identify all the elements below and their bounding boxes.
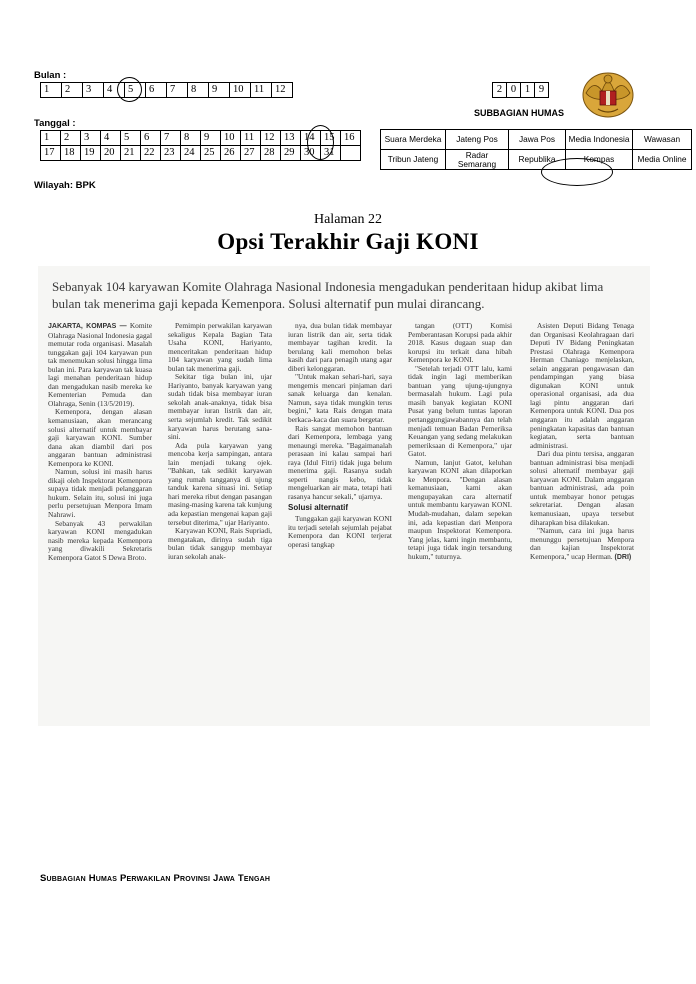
number-cell: 4 [104,83,125,98]
paragraph: Rais sangat memohon bantuan dari Kemenpora, lembaga yang menaungi mereka. "Bagaimanalah perasaan ini kalau sampai hari raya (Idul Fitri) tidak juga belum menerima gaji. Rasanya sudah seperti nangis kebo, tidak mengeluarkan air mata, tetapi hati rasanya hancur sekali," ujarnya. [288,423,392,501]
subheading: Solusi alternatif [288,503,349,513]
number-cell: 2 [493,83,507,98]
paragraph: Sekitar tiga bulan ini, ujar Hariyanto, banyak karyawan yang sudah tidak bisa membayar iuran sekolah anak-anaknya, tidak bisa membayar iuran listrik dan air, serta sejumlah kredit. Tak sedikit karyawan harus berutang sana-sini. [168,372,272,442]
number-cell: 27 [241,146,261,161]
article-column-1 [48,322,152,562]
number-cell: 7 [167,83,188,98]
number-cell: 21 [121,146,141,161]
article-column-4 [408,322,512,561]
paragraph: Pemimpin perwakilan karyawan sekaligus Kepala Bagian Tata Usaha KONI, Hariyanto, menceritakan penderitaan hidup 104 karyawan yang sudah lima bulan tak menerima gaji. [168,321,272,373]
number-cell: 9 [535,83,549,98]
garuda-emblem-icon [580,65,636,121]
number-cell: 8 [188,83,209,98]
media-cell: Kompas [566,150,633,170]
number-cell: 5 [125,83,146,98]
media-cell: Jawa Pos [509,130,566,150]
paragraph: "Namun, cara ini juga harus menunggu persetujuan Menpora dan kajian Inspektorat Kemenpora," ucap Herman. [530,526,634,561]
paragraph: Ada pula karyawan yang mencoba kerja sampingan, antara lain menjadi tukang ojek. "Bahkan, tak sedikit karyawan yang rumah tangganya di ujung tanduk karena situasi ini. Setiap hari mereka ribut dengan pasangan masing-masing karena tak kunjung ada kepastian mengenai kapan gaji tersebut diterima," ujar Hariyanto. [168,440,272,527]
number-cell: 16 [341,131,361,146]
media-table [380,129,692,170]
number-cell: 11 [241,131,261,146]
number-cell: 30 [301,146,321,161]
number-cell: 1 [41,83,62,98]
article-column-3 [288,322,392,549]
media-cell: Suara Merdeka [381,130,446,150]
year-table [492,82,549,98]
number-cell [341,146,361,161]
number-cell: 4 [101,131,121,146]
paragraph: Karyawan KONI, Rais Supriadi, mengatakan, dirinya sudah tiga bulan tidak sanggup membayar iuran sekolah anak- [168,526,272,561]
media-cell: Radar Semarang [446,150,509,170]
number-cell: 23 [161,146,181,161]
number-cell: 26 [221,146,241,161]
page-number: Halaman 22 [313,212,383,227]
dateline: JAKARTA, KOMPAS — [48,323,127,330]
number-cell: 18 [61,146,81,161]
number-cell: 10 [221,131,241,146]
number-cell: 2 [62,83,83,98]
paragraph: "Untuk makan sehari-hari, saya mengemis mencari pinjaman dari sanak keluarga dan kenalan. Namun, saya tidak mungkin terus begini," kata Rais dengan mata berkaca-kaca dan suara bergetar. [288,372,392,425]
number-cell: 1 [521,83,535,98]
number-cell: 5 [121,131,141,146]
number-cell: 0 [507,83,521,98]
number-cell: 19 [81,146,101,161]
paragraph: Asisten Deputi Bidang Tenaga dan Organisasi Keolahragaan dari Deputi IV Bidang Peningkatan Prestasi Olahraga Kemenpora Herman Chaniago menjelaskan, selain anggaran pengawasan dan pendampingan yang biasa digunakan KONI untuk operasional organisasi, ada dua lagi pintu anggaran dari Kemenpora untuk KONI. Dua pos anggaran itu adalah anggaran peningkatan kapasitas dan bantuan kegiatan, serta bantuan administrasi. [530,321,634,450]
headline: Opsi Terakhir Gaji KONI [217,229,479,254]
number-cell: 7 [161,131,181,146]
wilayah-label: Wilayah: BPK [34,180,96,191]
subbagian-humas-label: SUBBAGIAN HUMAS [474,108,564,118]
lead-paragraph: Sebanyak 104 karyawan Komite Olahraga Nasional Indonesia mengadukan penderitaan hidup akibat lima bulan tak menerima gaji kepada Kemenpora. Solusi alternatif pun mulai dirancang. [52,279,604,311]
footer-label: Subbagian Humas Perwakilan Provinsi Jawa Tengah [40,873,271,884]
number-cell: 8 [181,131,201,146]
number-cell: 11 [251,83,272,98]
number-cell: 25 [201,146,221,161]
paragraph: Namun, lanjut Gatot, keluhan karyawan KONI akan dilaporkan ke Menpora. "Dengan alasan kemanusiaan, kami akan mengupayakan cara alternatif untuk membantu karyawan KONI. Mudah-mudahan, dalam sepekan ini, ada kepastian dari Menpora maupun Inspektorat Kemenpora. Yang jelas, kami ingin membantu, tetapi juga tidak ingin tersandung hukum," tuturnya. [408,457,512,561]
number-cell: 10 [230,83,251,98]
number-cell: 17 [41,146,61,161]
number-cell: 6 [141,131,161,146]
number-cell: 13 [281,131,301,146]
number-cell: 12 [261,131,281,146]
media-cell: Jateng Pos [446,130,509,150]
paragraph: Dari dua pintu tersisa, anggaran bantuan administrasi bisa menjadi solusi alternatif membayar gaji karyawan KONI. Dalam anggaran bantuan administrasi, ada poin untuk membayar honor petugas sekretariat. Dengan alasan kemanusiaan, upaya tersebut diharapkan bisa dilakukan. [530,449,634,527]
author-signature: (DRI) [614,553,632,561]
bulan-label: Bulan : [34,70,67,81]
paragraph: tangan (OTT) Komisi Pemberantasan Korupsi pada akhir 2018. Kasus dugaan suap dan korupsi itu terkait dana hibah Kemenpora ke KONI. [408,321,512,365]
number-cell: 28 [261,146,281,161]
paragraph: Sebanyak 43 perwakilan karyawan KONI mengadukan nasib mereka kepada Kemenpora yang diwakili Sekretaris Kemenpora Gatot S Dewa Broto. [48,518,152,562]
paragraph: Namun, solusi ini masih harus dikaji oleh Inspektorat Kemenpora supaya tidak menjadi pelanggaran hukum. Selain itu, solusi ini juga perlu persetujuan Menpora Imam Nahrawi. [48,467,152,520]
paragraph: "Setelah terjadi OTT lalu, kami tidak ingin lagi memberikan bantuan yang ujung-ujungnya bermasalah hukum. Lagi pula masih banyak kegiatan KONI Pusat yang belum tuntas laporan pertanggungjawabannya dan telah menjadi temuan Badan Pemeriksa Keuangan yang sedang melakukan pemeriksaan di Kemenpora," ujar Gatot. [408,363,512,459]
media-cell: Media Indonesia [566,130,633,150]
media-cell: Tribun Jateng [381,150,446,170]
selected-month-circle [117,77,142,102]
number-cell: 2 [61,131,81,146]
number-cell: 9 [209,83,230,98]
number-cell: 14 [301,131,321,146]
number-cell: 24 [181,146,201,161]
tanggal-label: Tanggal : [34,118,76,129]
media-cell: Media Online [633,150,692,170]
article-column-2 [168,322,272,561]
media-cell: Wawasan [633,130,692,150]
paragraph: Komite Olahraga Nasional Indonesia gagal memutar roda organisasi. Masalah tunggakan gaji 104 karyawan pun tak menemukan solusi hingga lima bulan ini. Para karyawan tak kuasa lagi menahan penderitaan hidup dan mengadukan nasib mereka ke Kementerian Pemuda dan Olahraga, Senin (13/5/2019). [48,321,152,408]
number-cell: 3 [81,131,101,146]
number-cell: 31 [321,146,341,161]
number-cell: 29 [281,146,301,161]
selected-date-circle [307,125,334,160]
media-cell: Republika [509,150,566,170]
number-cell: 3 [83,83,104,98]
paragraph: Tunggakan gaji karyawan KONI itu terjadi setelah sejumlah pejabat Kemenpora dan KONI terjerat operasi tangkap [288,514,392,549]
number-cell: 22 [141,146,161,161]
number-cell: 15 [321,131,341,146]
month-table [40,82,293,98]
paragraph: Kemenpora, dengan alasan kemanusiaan, akan merancang solusi alternatif untuk membayar gaji karyawan KONI. Sumber dana akan diambil dari pos anggaran bantuan administrasi Kemenpora ke KONI. [48,407,152,468]
selected-media-circle [541,158,613,186]
number-cell: 1 [41,131,61,146]
number-cell: 12 [272,83,293,98]
paragraph: nya, dua bulan tidak membayar iuran listrik dan air, serta tidak membayar tagihan kredit. Ia berulang kali memohon belas kasih dari para penagih utang agar diberi kelonggaran. [288,321,392,373]
number-cell: 6 [146,83,167,98]
number-cell: 9 [201,131,221,146]
number-cell: 20 [101,146,121,161]
article-column-5 [530,322,634,562]
